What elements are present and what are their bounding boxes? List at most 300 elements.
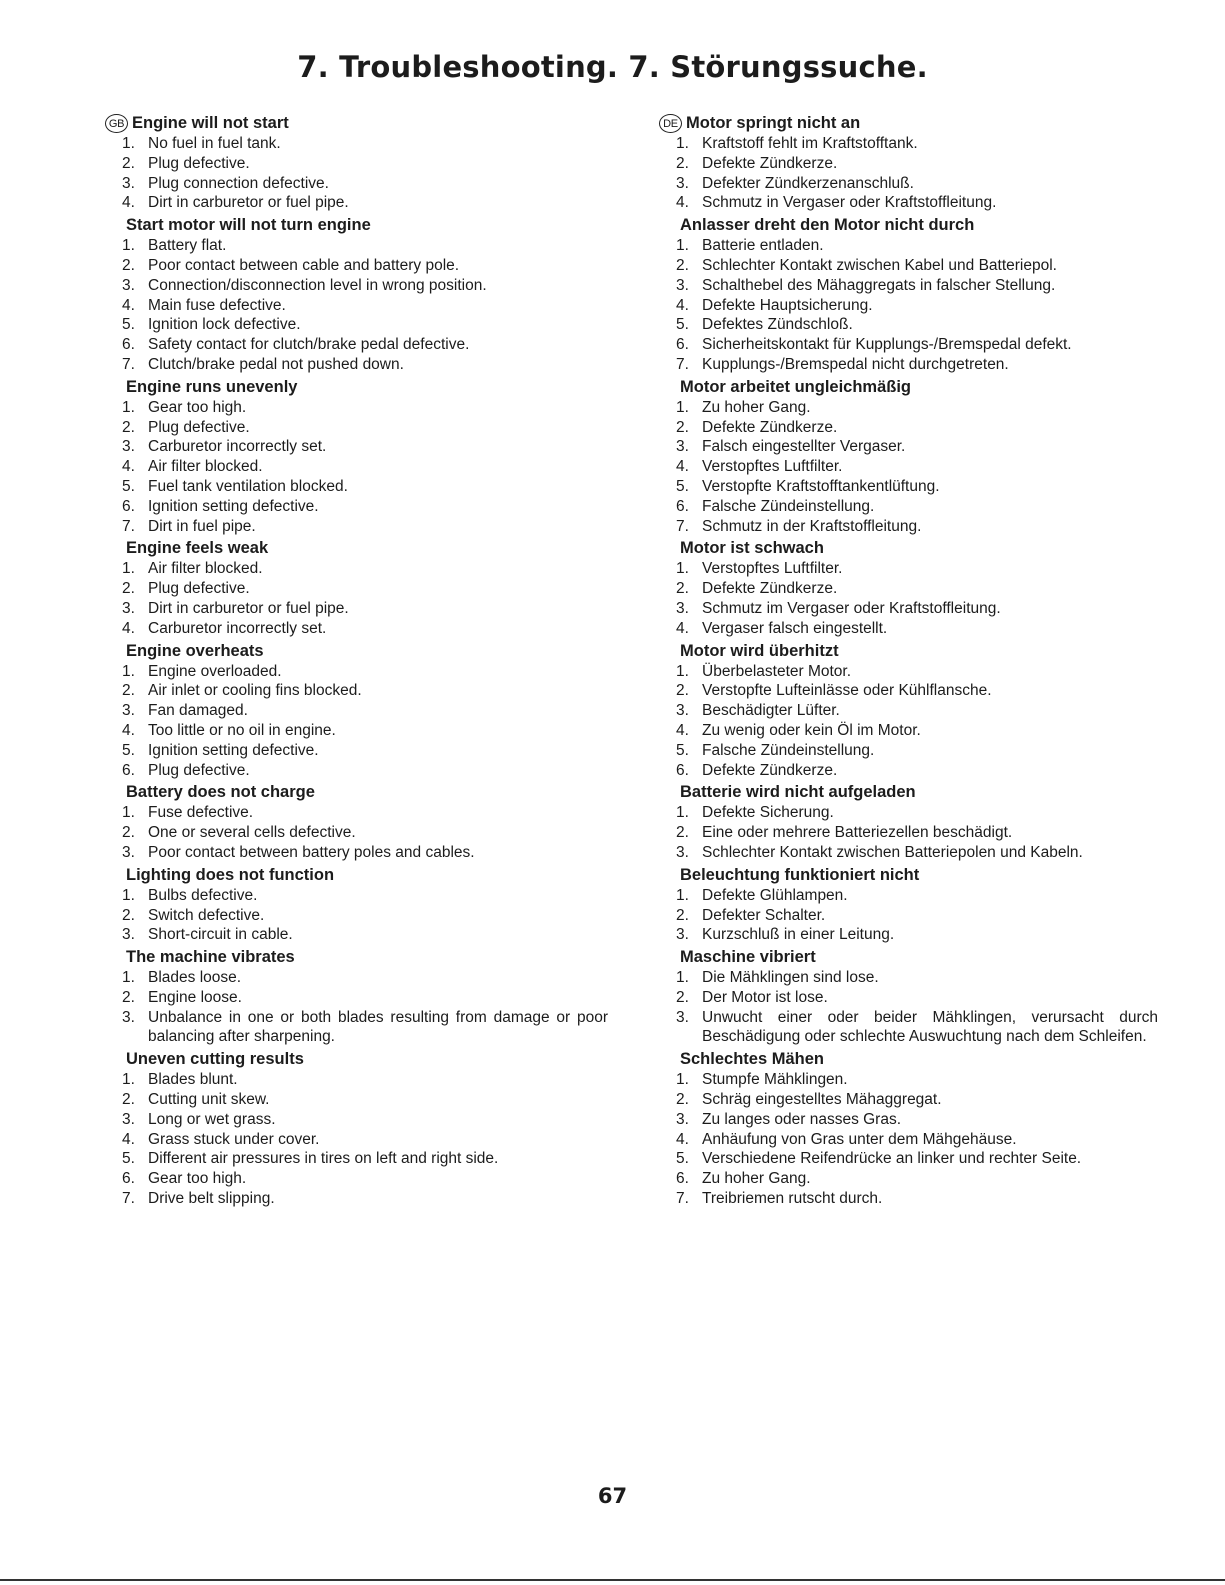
item-number: 6. <box>676 761 689 779</box>
item-text: Treibriemen rutscht durch. <box>702 1190 883 1208</box>
item-number: 7. <box>676 355 689 373</box>
item-number: 1. <box>122 237 135 255</box>
list-item <box>672 823 1158 843</box>
item-text: Air filter blocked. <box>148 458 263 476</box>
section-heading <box>118 865 608 885</box>
item-text: Battery flat. <box>148 237 227 255</box>
item-number: 4. <box>676 194 689 212</box>
section-heading <box>672 782 1158 802</box>
section-heading <box>672 947 1158 967</box>
item-text: Verstopftes Luftfilter. <box>702 458 843 476</box>
item-text: Schalthebel des Mähaggregats in falscher Stellung. <box>702 276 1056 294</box>
english-column <box>108 113 608 1209</box>
item-text: Defekte Zündkerze. <box>702 761 838 779</box>
item-text: Gear too high. <box>148 1170 247 1188</box>
item-text: Stumpfe Mähklingen. <box>702 1071 848 1089</box>
list-item <box>118 497 608 517</box>
section-heading-text: Motor wird überhitzt <box>680 641 839 660</box>
item-text: Schlechter Kontakt zwischen Batteriepolen und Kabeln. <box>702 843 1083 861</box>
item-number: 2. <box>122 824 135 842</box>
item-number: 2. <box>122 418 135 436</box>
item-number: 2. <box>676 154 689 172</box>
item-number: 6. <box>676 1170 689 1188</box>
troubleshooting-section <box>672 782 1158 862</box>
troubleshooting-section <box>672 538 1158 638</box>
list-item <box>672 174 1158 194</box>
list-item <box>118 1130 608 1150</box>
item-number: 5. <box>122 477 135 495</box>
item-text: One or several cells defective. <box>148 824 356 842</box>
item-number: 1. <box>676 560 689 578</box>
item-text: Cutting unit skew. <box>148 1091 270 1109</box>
bottom-rule <box>0 1579 1225 1581</box>
troubleshooting-section <box>118 641 608 781</box>
list-item <box>672 803 1158 823</box>
item-text: Schmutz in der Kraftstoffleitung. <box>702 517 922 535</box>
item-text: Die Mähklingen sind lose. <box>702 969 879 987</box>
item-number: 1. <box>122 398 135 416</box>
item-number: 6. <box>122 497 135 515</box>
item-text: Blades loose. <box>148 969 242 987</box>
list-item <box>118 174 608 194</box>
item-number: 5. <box>676 741 689 759</box>
section-heading-text: Maschine vibriert <box>680 948 816 967</box>
item-text: Carburetor incorrectly set. <box>148 438 327 456</box>
list-item <box>118 559 608 579</box>
section-heading <box>118 641 608 661</box>
section-heading-text: Anlasser dreht den Motor nicht durch <box>680 216 975 235</box>
cause-list <box>672 1070 1158 1209</box>
list-item <box>672 134 1158 154</box>
item-number: 5. <box>122 1150 135 1168</box>
section-heading-text: The machine vibrates <box>126 948 295 967</box>
list-item <box>672 1169 1158 1189</box>
troubleshooting-section <box>118 377 608 537</box>
item-text: Dirt in fuel pipe. <box>148 517 256 535</box>
item-text: Grass stuck under cover. <box>148 1130 320 1148</box>
list-item <box>672 599 1158 619</box>
item-number: 2. <box>676 256 689 274</box>
list-item <box>118 579 608 599</box>
section-heading-text: Uneven cutting results <box>126 1050 304 1069</box>
troubleshooting-section <box>118 1049 608 1209</box>
item-number: 1. <box>122 662 135 680</box>
cause-list <box>118 134 608 213</box>
item-number: 2. <box>122 154 135 172</box>
list-item <box>118 398 608 418</box>
section-heading-text: Engine runs unevenly <box>126 377 298 396</box>
item-number: 5. <box>676 316 689 334</box>
cause-list <box>672 236 1158 375</box>
list-item <box>118 193 608 213</box>
item-text: Engine loose. <box>148 988 242 1006</box>
list-item <box>672 418 1158 438</box>
item-number: 4. <box>122 619 135 637</box>
item-number: 4. <box>676 296 689 314</box>
item-number: 4. <box>122 1130 135 1148</box>
item-text: No fuel in fuel tank. <box>148 135 281 152</box>
page-number: 67 <box>597 1484 628 1508</box>
item-text: Defekte Zündkerze. <box>702 418 838 436</box>
item-number: 2. <box>122 1091 135 1109</box>
item-text: Defekte Zündkerze. <box>702 580 838 598</box>
item-text: Drive belt slipping. <box>148 1190 275 1208</box>
list-item <box>672 315 1158 335</box>
cause-list <box>118 398 608 537</box>
item-text: Kraftstoff fehlt im Kraftstofftank. <box>702 135 918 152</box>
item-text: Connection/disconnection level in wrong position. <box>148 276 487 294</box>
item-text: Defekter Zündkerzenanschluß. <box>702 174 914 192</box>
item-number: 3. <box>676 1110 689 1128</box>
item-text: Safety contact for clutch/brake pedal defective. <box>148 336 470 354</box>
list-item <box>672 968 1158 988</box>
item-number: 3. <box>122 276 135 294</box>
cause-list <box>672 886 1158 945</box>
section-heading <box>663 113 1158 133</box>
list-item <box>672 988 1158 1008</box>
language-badge: DE <box>659 114 682 133</box>
list-item <box>118 599 608 619</box>
item-text: Ignition lock defective. <box>148 316 301 334</box>
item-number: 5. <box>122 316 135 334</box>
troubleshooting-section <box>672 1049 1158 1209</box>
section-heading <box>672 538 1158 558</box>
section-heading-text: Schlechtes Mähen <box>680 1050 824 1069</box>
list-item <box>672 256 1158 276</box>
item-number: 3. <box>122 599 135 617</box>
item-number: 1. <box>122 969 135 987</box>
item-number: 6. <box>676 336 689 354</box>
item-number: 1. <box>676 662 689 680</box>
cause-list <box>672 662 1158 781</box>
list-item <box>672 1090 1158 1110</box>
list-item <box>118 968 608 988</box>
section-heading <box>672 1049 1158 1069</box>
item-text: Unwucht einer oder beider Mähklingen, verursacht durch Beschädigung oder schlechte Auswuchtung nach dem Schleifen. <box>702 1008 1158 1046</box>
list-item <box>118 1149 608 1169</box>
troubleshooting-section <box>672 865 1158 945</box>
item-text: Falsche Zündeinstellung. <box>702 497 875 515</box>
item-number: 3. <box>122 1008 135 1026</box>
list-item <box>672 193 1158 213</box>
item-text: Fuel tank ventilation blocked. <box>148 477 348 495</box>
item-text: Defektes Zündschloß. <box>702 316 853 334</box>
item-text: Verschiedene Reifendrücke an linker und rechter Seite. <box>702 1150 1082 1168</box>
cause-list <box>672 803 1158 862</box>
list-item <box>118 1110 608 1130</box>
list-item <box>118 721 608 741</box>
item-text: Ignition setting defective. <box>148 497 319 515</box>
item-number: 7. <box>676 517 689 535</box>
item-text: Vergaser falsch eingestellt. <box>702 619 888 637</box>
cause-list <box>118 1070 608 1209</box>
section-heading <box>118 1049 608 1069</box>
section-heading-text: Battery does not charge <box>126 783 315 802</box>
item-text: Plug defective. <box>148 418 250 436</box>
list-item <box>672 925 1158 945</box>
section-heading <box>108 113 608 133</box>
item-text: Clutch/brake pedal not pushed down. <box>148 355 404 373</box>
list-item <box>672 1149 1158 1169</box>
item-text: Defekte Glühlampen. <box>702 886 848 904</box>
list-item <box>672 296 1158 316</box>
list-item <box>118 1008 608 1048</box>
list-item <box>672 276 1158 296</box>
item-text: Batterie entladen. <box>702 237 824 255</box>
item-number: 1. <box>676 886 689 904</box>
list-item <box>672 559 1158 579</box>
item-text: Air inlet or cooling fins blocked. <box>148 682 362 700</box>
item-text: Verstopftes Luftfilter. <box>702 560 843 578</box>
list-item <box>672 579 1158 599</box>
list-item <box>118 761 608 781</box>
troubleshooting-section <box>108 113 608 213</box>
item-text: Plug defective. <box>148 761 250 779</box>
troubleshooting-section <box>663 113 1158 213</box>
item-number: 3. <box>676 702 689 720</box>
item-text: Long or wet grass. <box>148 1110 276 1128</box>
list-item <box>672 843 1158 863</box>
item-number: 2. <box>676 580 689 598</box>
list-item <box>118 296 608 316</box>
section-heading-text: Motor arbeitet ungleichmäßig <box>680 377 912 396</box>
item-number: 6. <box>122 1170 135 1188</box>
section-heading <box>118 538 608 558</box>
item-number: 1. <box>676 1071 689 1089</box>
section-heading <box>118 377 608 397</box>
item-number: 2. <box>122 682 135 700</box>
item-number: 1. <box>122 1071 135 1089</box>
list-item <box>672 681 1158 701</box>
item-number: 2. <box>122 256 135 274</box>
list-item <box>672 1130 1158 1150</box>
item-number: 2. <box>676 906 689 924</box>
item-number: 4. <box>676 1130 689 1148</box>
item-text: Beschädigter Lüfter. <box>702 702 840 720</box>
list-item <box>118 662 608 682</box>
list-item <box>118 256 608 276</box>
list-item <box>118 457 608 477</box>
item-text: Bulbs defective. <box>148 886 258 904</box>
section-heading <box>672 641 1158 661</box>
item-text: Main fuse defective. <box>148 296 286 314</box>
list-item <box>672 1008 1158 1048</box>
item-text: Verstopfte Kraftstofftankentlüftung. <box>702 477 940 495</box>
item-number: 2. <box>676 824 689 842</box>
item-number: 3. <box>122 702 135 720</box>
section-heading <box>118 215 608 235</box>
list-item <box>118 1189 608 1209</box>
item-number: 3. <box>676 174 689 192</box>
cause-list <box>118 236 608 375</box>
cause-list <box>672 398 1158 537</box>
section-heading-text: Batterie wird nicht aufgeladen <box>680 783 916 802</box>
item-number: 7. <box>676 1190 689 1208</box>
item-text: Poor contact between battery poles and cables. <box>148 843 475 861</box>
troubleshooting-section <box>118 215 608 375</box>
list-item <box>672 335 1158 355</box>
section-heading-text: Engine overheats <box>126 641 264 660</box>
item-text: Defekte Zündkerze. <box>702 154 838 172</box>
item-text: Dirt in carburetor or fuel pipe. <box>148 194 349 212</box>
troubleshooting-section <box>118 865 608 945</box>
item-number: 1. <box>122 135 135 152</box>
item-text: Der Motor ist lose. <box>702 988 828 1006</box>
item-text: Zu hoher Gang. <box>702 1170 811 1188</box>
item-number: 4. <box>676 619 689 637</box>
section-heading <box>672 377 1158 397</box>
list-item <box>118 1070 608 1090</box>
section-heading-text: Motor springt nicht an <box>686 114 861 132</box>
list-item <box>118 701 608 721</box>
list-item <box>118 886 608 906</box>
item-text: Plug defective. <box>148 580 250 598</box>
item-text: Gear too high. <box>148 398 247 416</box>
cause-list <box>118 886 608 945</box>
list-item <box>672 741 1158 761</box>
item-text: Überbelasteter Motor. <box>702 662 852 680</box>
section-heading <box>672 865 1158 885</box>
item-text: Schmutz in Vergaser oder Kraftstoffleitung. <box>702 194 997 212</box>
german-column <box>663 113 1158 1209</box>
item-number: 1. <box>676 804 689 822</box>
item-text: Defekte Sicherung. <box>702 804 834 822</box>
item-number: 3. <box>122 174 135 192</box>
item-number: 2. <box>676 988 689 1006</box>
item-number: 1. <box>676 969 689 987</box>
item-text: Unbalance in one or both blades resulting from damage or poor balancing after sharpening. <box>148 1008 608 1046</box>
list-item <box>672 1070 1158 1090</box>
item-number: 4. <box>122 296 135 314</box>
section-heading <box>118 947 608 967</box>
list-item <box>118 477 608 497</box>
item-number: 6. <box>122 761 135 779</box>
item-number: 3. <box>122 843 135 861</box>
language-badge: GB <box>105 114 128 133</box>
section-heading-text: Beleuchtung funktioniert nicht <box>680 865 920 884</box>
cause-list <box>672 134 1158 213</box>
item-text: Plug defective. <box>148 154 250 172</box>
list-item <box>118 276 608 296</box>
list-item <box>672 1189 1158 1209</box>
item-number: 2. <box>676 1091 689 1109</box>
list-item <box>118 335 608 355</box>
item-number: 3. <box>122 438 135 456</box>
list-item <box>118 619 608 639</box>
troubleshooting-section <box>672 947 1158 1047</box>
item-number: 6. <box>676 497 689 515</box>
item-text: Defekte Hauptsicherung. <box>702 296 873 314</box>
item-text: Engine overloaded. <box>148 662 282 680</box>
item-number: 2. <box>676 418 689 436</box>
list-item <box>672 477 1158 497</box>
page-title: 7. Troubleshooting. 7. Störungssuche. <box>297 50 928 84</box>
item-text: Zu wenig oder kein Öl im Motor. <box>702 721 921 739</box>
list-item <box>672 906 1158 926</box>
item-number: 4. <box>676 721 689 739</box>
item-number: 1. <box>676 237 689 255</box>
item-number: 1. <box>122 560 135 578</box>
cause-list <box>672 559 1158 638</box>
item-number: 4. <box>122 721 135 739</box>
item-text: Air filter blocked. <box>148 560 263 578</box>
item-text: Fuse defective. <box>148 804 254 822</box>
list-item <box>672 437 1158 457</box>
item-number: 5. <box>676 477 689 495</box>
item-number: 1. <box>676 135 689 152</box>
list-item <box>118 925 608 945</box>
list-item <box>118 315 608 335</box>
section-heading-text: Engine feels weak <box>126 539 269 558</box>
item-text: Poor contact between cable and battery pole. <box>148 256 460 274</box>
list-item <box>672 662 1158 682</box>
item-number: 3. <box>122 926 135 944</box>
item-text: Falsche Zündeinstellung. <box>702 741 875 759</box>
item-text: Short-circuit in cable. <box>148 926 293 944</box>
section-heading <box>672 215 1158 235</box>
item-text: Eine oder mehrere Batteriezellen beschädigt. <box>702 824 1013 842</box>
cause-list <box>118 803 608 862</box>
item-text: Anhäufung von Gras unter dem Mähgehäuse. <box>702 1130 1017 1148</box>
item-number: 6. <box>122 336 135 354</box>
troubleshooting-section <box>118 538 608 638</box>
cause-list <box>118 968 608 1047</box>
item-text: Fan damaged. <box>148 702 248 720</box>
item-number: 3. <box>676 599 689 617</box>
item-text: Switch defective. <box>148 906 265 924</box>
list-item <box>118 988 608 1008</box>
item-number: 3. <box>676 843 689 861</box>
list-item <box>672 761 1158 781</box>
item-number: 2. <box>122 580 135 598</box>
item-number: 3. <box>676 926 689 944</box>
section-heading-text: Start motor will not turn engine <box>126 216 371 235</box>
troubleshooting-section <box>118 947 608 1047</box>
item-text: Sicherheitskontakt für Kupplungs-/Bremspedal defekt. <box>702 336 1072 354</box>
cause-list <box>672 968 1158 1047</box>
item-number: 7. <box>122 517 135 535</box>
item-text: Verstopfte Lufteinlässe oder Kühlflansche. <box>702 682 992 700</box>
troubleshooting-section <box>672 377 1158 537</box>
list-item <box>118 1090 608 1110</box>
item-text: Too little or no oil in engine. <box>148 721 336 739</box>
list-item <box>672 497 1158 517</box>
item-text: Blades blunt. <box>148 1071 238 1089</box>
list-item <box>118 437 608 457</box>
item-text: Kurzschluß in einer Leitung. <box>702 926 895 944</box>
section-heading-text: Engine will not start <box>132 114 289 132</box>
list-item <box>118 517 608 537</box>
item-number: 1. <box>122 804 135 822</box>
list-item <box>672 398 1158 418</box>
list-item <box>118 803 608 823</box>
item-number: 3. <box>676 438 689 456</box>
item-text: Falsch eingestellter Vergaser. <box>702 438 906 456</box>
item-text: Kupplungs-/Bremspedal nicht durchgetreten. <box>702 355 1009 373</box>
list-item <box>672 701 1158 721</box>
list-item <box>672 236 1158 256</box>
list-item <box>118 236 608 256</box>
list-item <box>118 741 608 761</box>
troubleshooting-section <box>672 641 1158 781</box>
item-text: Plug connection defective. <box>148 174 329 192</box>
list-item <box>672 457 1158 477</box>
item-number: 1. <box>122 886 135 904</box>
list-item <box>672 721 1158 741</box>
item-text: Schlechter Kontakt zwischen Kabel und Batteriepol. <box>702 256 1057 274</box>
list-item <box>118 355 608 375</box>
item-number: 2. <box>122 906 135 924</box>
